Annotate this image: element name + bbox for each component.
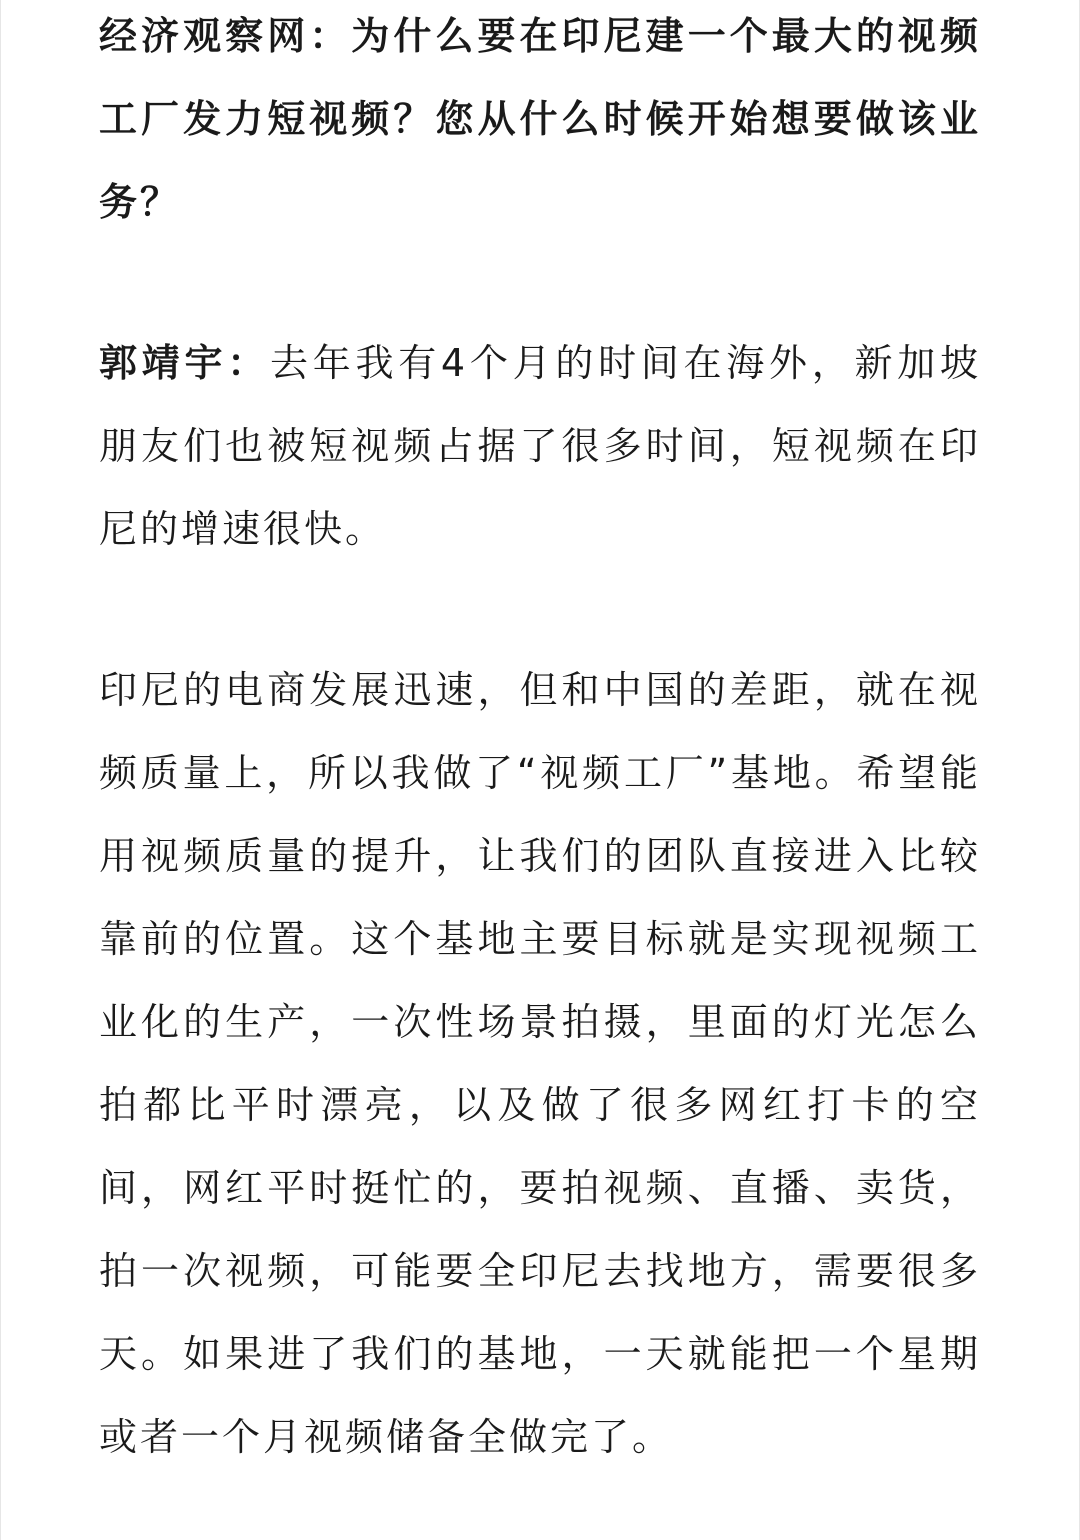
article-body (99, 0, 981, 1479)
left-border (0, 0, 1, 1540)
answer-text: 去年我有4个月的时间在海外，新加坡朋友们也被短视频占据了很多时间，短视频在印尼的增速很快。 (99, 341, 981, 551)
paragraph-spacer (99, 571, 981, 649)
answer-speaker: 郭靖宇： (99, 341, 270, 385)
paragraph-spacer (99, 244, 981, 322)
interview-question: 经济观察网：为什么要在印尼建一个最大的视频工厂发力短视频？您从什么时候开始想要做该业务？ (99, 14, 981, 224)
answer-paragraph-2: 印尼的电商发展迅速，但和中国的差距，就在视频质量上，所以我做了“视频工厂”基地。希望能用视频质量的提升，让我们的团队直接进入比较靠前的位置。这个基地主要目标就是实现视频工业化的生产，一次性场景拍摄，里面的灯光怎么拍都比平时漂亮，以及做了很多网红打卡的空间，网红平时挺忙的，要拍视频、直播、卖货，拍一次视频，可能要全印尼去找地方，需要很多天。如果进了我们的基地，一天就能把一个星期或者一个月视频储备全做完了。 (99, 668, 981, 1459)
interview-answer (99, 322, 981, 571)
